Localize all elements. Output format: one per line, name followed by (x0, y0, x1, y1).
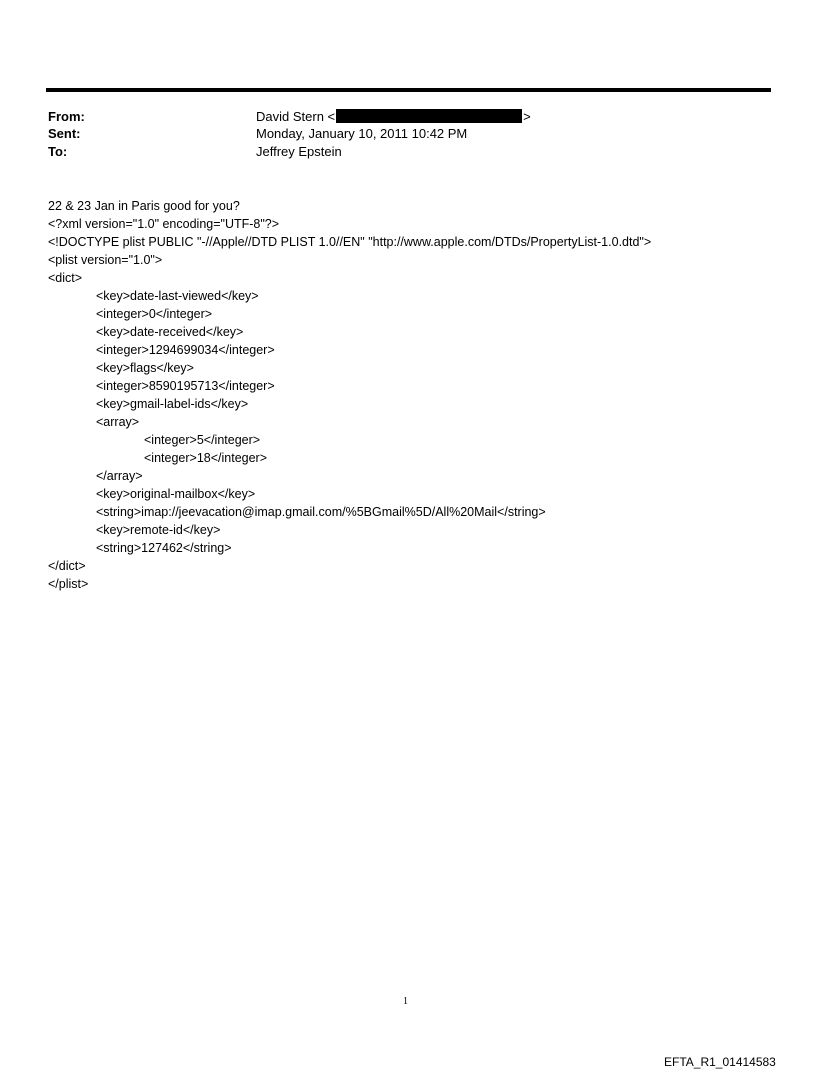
body-line: <array> (96, 415, 140, 429)
body-line: <integer>8590195713</integer> (96, 379, 275, 393)
document-id: EFTA_R1_01414583 (664, 1055, 776, 1069)
from-value (256, 108, 531, 125)
to-label: To: (48, 144, 68, 159)
from-label: From: (48, 109, 85, 124)
body-line: <key>gmail-label-ids</key> (96, 397, 249, 411)
page-number: 1 (403, 996, 408, 1007)
sent-label: Sent: (48, 126, 81, 141)
body-line: <key>date-received</key> (96, 325, 244, 339)
body-line: <integer>0</integer> (96, 307, 213, 321)
sender-name: David Stern < (256, 109, 336, 124)
body-line: <string>imap://jeevacation@imap.gmail.com/%5BGmail%5D/All%20Mail</string> (96, 505, 546, 519)
body-line: <dict> (48, 271, 83, 285)
body-line: <integer>1294699034</integer> (96, 343, 275, 357)
body-line: </plist> (48, 577, 89, 591)
body-line: <plist version="1.0"> (48, 253, 163, 267)
body-line: <key>remote-id</key> (96, 523, 221, 537)
sender-email-close: > (523, 109, 531, 124)
body-line: <key>original-mailbox</key> (96, 487, 256, 501)
to-value: Jeffrey Epstein (256, 144, 342, 159)
body-line: </array> (96, 469, 143, 483)
body-line: <key>flags</key> (96, 361, 194, 375)
body-line: <integer>18</integer> (144, 451, 268, 465)
header-rule (46, 88, 771, 92)
body-line: <!DOCTYPE plist PUBLIC "-//Apple//DTD PLIST 1.0//EN" "http://www.apple.com/DTDs/PropertyList-1.0.dtd"> (48, 235, 652, 249)
redaction-block (336, 109, 522, 123)
sent-value: Monday, January 10, 2011 10:42 PM (256, 126, 468, 141)
body-line: </dict> (48, 559, 86, 573)
body-line: <integer>5</integer> (144, 433, 261, 447)
body-line: <string>127462</string> (96, 541, 232, 555)
body-line: <key>date-last-viewed</key> (96, 289, 259, 303)
body-line: <?xml version="1.0" encoding="UTF-8"?> (48, 217, 280, 231)
body-line: 22 & 23 Jan in Paris good for you? (48, 199, 240, 213)
